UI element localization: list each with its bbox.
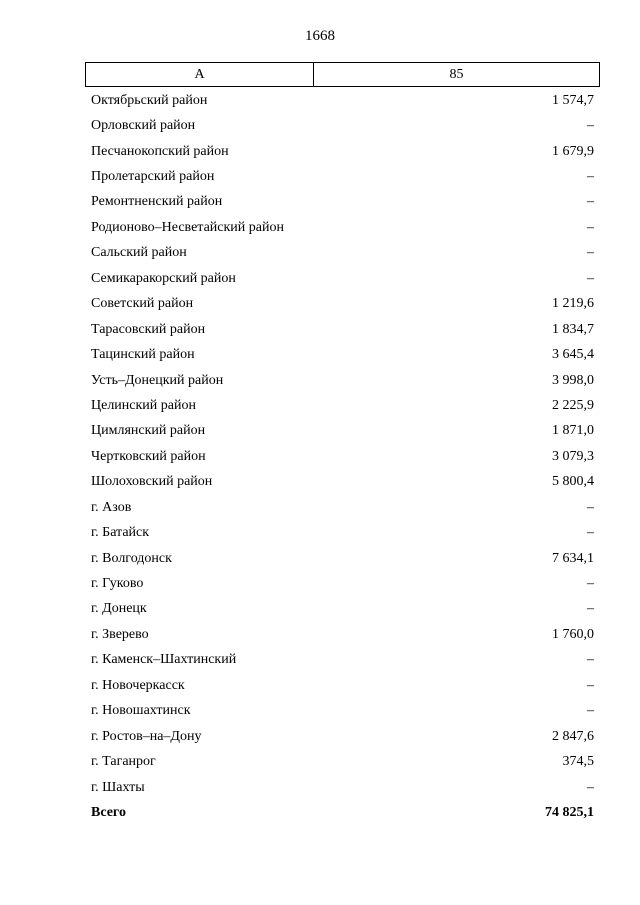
table-row [85, 495, 600, 520]
row-name: г. Каменск–Шахтинский [91, 652, 237, 668]
row-value: 1 574,7 [552, 92, 594, 108]
table-row [85, 164, 600, 189]
row-value: – [587, 169, 594, 185]
row-value: – [587, 652, 594, 668]
row-name: Пролетарский район [91, 169, 215, 185]
row-name: Цимлянский район [91, 423, 206, 439]
row-value: 3 079,3 [552, 448, 594, 464]
row-value: – [587, 118, 594, 134]
row-name: Семикаракорский район [91, 270, 236, 286]
table-row [85, 317, 600, 342]
total-value: 74 825,1 [545, 804, 594, 820]
row-name: г. Волгодонск [91, 550, 172, 566]
table-row [85, 266, 600, 291]
row-value: – [587, 525, 594, 541]
table-row [85, 444, 600, 469]
row-value: – [587, 499, 594, 515]
table-row [85, 648, 600, 673]
table-row [85, 139, 600, 164]
row-value: 5 800,4 [552, 474, 594, 490]
table-row [85, 419, 600, 444]
row-value: 3 645,4 [552, 347, 594, 363]
row-value: 1 679,9 [552, 143, 594, 159]
row-name: Шолоховский район [91, 474, 213, 490]
table-row [85, 571, 600, 596]
row-value: 3 998,0 [552, 372, 594, 388]
table-row [85, 190, 600, 215]
table-row [85, 342, 600, 367]
table-row [85, 597, 600, 622]
row-name: Родионово–Несветайский район [91, 219, 284, 235]
table-row [85, 546, 600, 571]
row-value: – [587, 194, 594, 210]
row-name: Орловский район [91, 118, 196, 134]
table-body [85, 88, 600, 826]
row-value: – [587, 779, 594, 795]
table-row [85, 215, 600, 240]
row-name: г. Шахты [91, 779, 145, 795]
table-row [85, 368, 600, 393]
total-row [85, 800, 600, 825]
table-row [85, 749, 600, 774]
row-name: г. Донецк [91, 601, 147, 617]
row-name: Тарасовский район [91, 321, 206, 337]
row-name: Усть–Донецкий район [91, 372, 224, 388]
row-name: г. Ростов–на–Дону [91, 728, 202, 744]
row-value: 2 847,6 [552, 728, 594, 744]
row-name: г. Новошахтинск [91, 703, 191, 719]
row-name: Сальский район [91, 245, 187, 261]
row-name: Песчанокопский район [91, 143, 229, 159]
row-value: – [587, 677, 594, 693]
column-header-85: 85 [449, 66, 464, 82]
row-value: 1 760,0 [552, 626, 594, 642]
row-value: – [587, 576, 594, 592]
table-row [85, 622, 600, 647]
row-name: Ремонтненский район [91, 194, 223, 210]
row-name: г. Гуково [91, 576, 144, 592]
row-value: 1 834,7 [552, 321, 594, 337]
table-row [85, 699, 600, 724]
row-name: г. Зверево [91, 626, 149, 642]
row-name: г. Таганрог [91, 754, 156, 770]
row-value: – [587, 270, 594, 286]
table-row [85, 775, 600, 800]
table-row [85, 470, 600, 495]
row-name: г. Батайск [91, 525, 150, 541]
row-value: 1 871,0 [552, 423, 594, 439]
total-label: Всего [91, 804, 126, 820]
table-row [85, 724, 600, 749]
table-row [85, 113, 600, 138]
page-number: 1668 [305, 28, 335, 44]
row-value: 374,5 [562, 754, 594, 770]
table-row [85, 241, 600, 266]
table-row [85, 393, 600, 418]
table-row [85, 88, 600, 113]
row-name: Чертковский район [91, 448, 206, 464]
row-name: г. Новочеркасск [91, 677, 185, 693]
row-value: 7 634,1 [552, 550, 594, 566]
column-header-a: А [86, 63, 314, 86]
row-value: – [587, 219, 594, 235]
table-row [85, 673, 600, 698]
row-name: Советский район [91, 296, 194, 312]
row-value: – [587, 703, 594, 719]
table-header [85, 62, 600, 87]
table-row [85, 292, 600, 317]
table-row [85, 520, 600, 545]
row-name: Октябрьский район [91, 92, 208, 108]
row-value: 1 219,6 [552, 296, 594, 312]
row-name: Тацинский район [91, 347, 195, 363]
row-name: Целинский район [91, 397, 196, 413]
row-value: 2 225,9 [552, 397, 594, 413]
row-value: – [587, 601, 594, 617]
row-name: г. Азов [91, 499, 132, 515]
row-value: – [587, 245, 594, 261]
